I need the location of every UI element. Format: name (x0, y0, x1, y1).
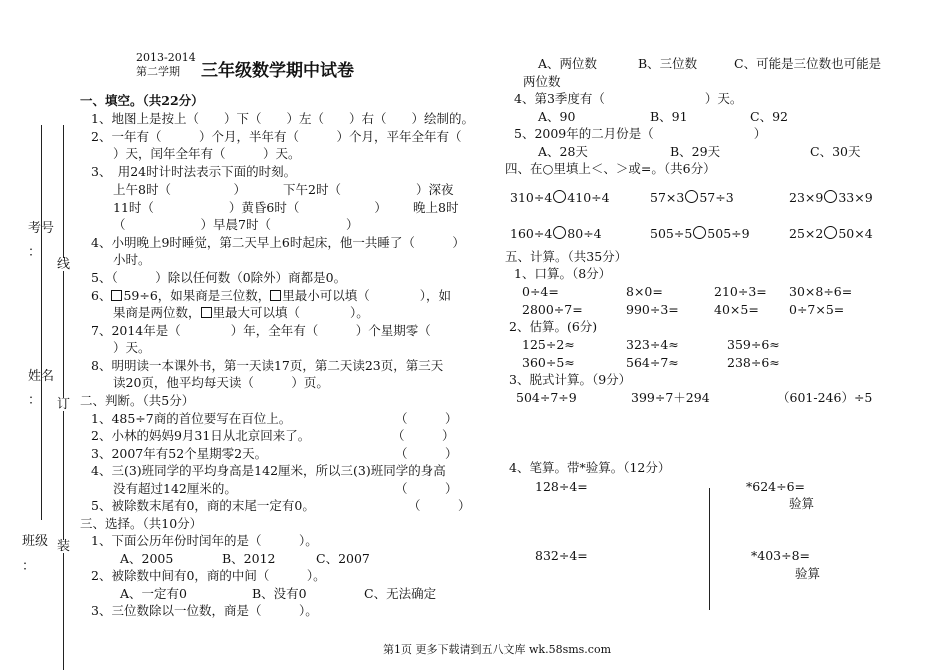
judge-q1: 1、485÷7商的首位要写在百位上。 (91, 411, 292, 426)
fill-q1: 1、地图上是按上（ ）下（ ）左（ ）右（ ）绘制的。 (91, 111, 474, 126)
page-footer: 第1页 更多下载请到五八文库 wk.58sms.com (383, 643, 611, 656)
vertical-calc-item: *403÷8= (751, 548, 811, 563)
choice-q2-c: C、无法确定 (364, 586, 437, 601)
judge-q4-cont: 没有超过142厘米的。 (113, 481, 237, 496)
choice-q5: 5、2009年的二月份是（ ） (514, 126, 767, 141)
oral-item: 990÷3= (626, 302, 679, 317)
fill-q7: 7、2014年是（ ）年，全年有（ ）个星期零（ (91, 323, 431, 338)
compare-item: 160÷4 80÷4 (510, 226, 602, 241)
compare-item: 505÷5 505÷9 (650, 226, 750, 241)
compare-item: 23×9 33×9 (789, 190, 873, 205)
choice-q2-a: A、一定有0 (120, 586, 187, 601)
check-label: 验算 (789, 496, 815, 511)
section-1-title: 一、填空。（共22分） (80, 93, 204, 108)
name-label: 姓名 (28, 369, 55, 384)
oral-item: 2800÷7= (522, 302, 583, 317)
judge-q4-paren: （ ） (395, 481, 458, 496)
zhuang-char: 装 (57, 539, 71, 554)
fill-q4-cont: 小时。 (113, 252, 151, 267)
fill-q2: 2、一年有（ ）个月，半年有（ ）个月，平年全年有（ (91, 129, 462, 144)
choice-q4: 4、第3季度有（ ）天。 (514, 91, 743, 106)
estimate-item: 323÷4≈ (626, 337, 679, 352)
fill-q8-cont: 读20页，他平均每天读（ ）页。 (113, 375, 329, 390)
choice-q1-b: B、2012 (222, 551, 276, 566)
binding-line-left (41, 125, 42, 520)
section-4-title: 四、在○里填上＜、＞或=。（共6分） (505, 161, 716, 176)
judge-q2: 2、小林的妈妈9月31日从北京回来了。 (91, 428, 311, 443)
compare-circle (824, 190, 837, 203)
vertical-calc-item: 128÷4= (535, 479, 588, 494)
judge-q4: 4、三(3)班同学的平均身高是142厘米，所以三(3)班同学的身高 (91, 463, 446, 478)
choice-q4-a: A、90 (538, 109, 576, 124)
step-calc-item: 399÷7＋294 (631, 390, 710, 405)
oral-item: 30×8÷6= (789, 284, 853, 299)
oral-item: 8×0= (626, 284, 663, 299)
vertical-calc-title: 4、笔算。带*验算。（12分） (509, 460, 671, 475)
choice-q1-a: A、2005 (120, 551, 174, 566)
exam-no-label: 考号 (28, 221, 55, 236)
fill-q3-e: （ ）早晨7时（ ） (113, 217, 359, 232)
ding-char: 订 (57, 397, 71, 412)
compare-circle (553, 190, 566, 203)
vertical-divider (709, 488, 710, 610)
judge-q5-paren: （ ） (408, 498, 471, 513)
judge-q1-paren: （ ） (395, 411, 458, 426)
compare-circle (553, 226, 566, 239)
estimate-item: 564÷7≈ (626, 355, 679, 370)
choice-q4-b: B、91 (650, 109, 688, 124)
oral-item: 0÷4= (522, 284, 559, 299)
choice-q3-a: A、两位数 (538, 56, 598, 71)
step-calc-title: 3、脱式计算。（9分） (509, 372, 632, 387)
check-label: 验算 (795, 566, 821, 581)
fill-q2-cont: ）天，闰年全年有（ ）天。 (113, 146, 301, 161)
judge-q2-paren: （ ） (392, 428, 455, 443)
compare-item: 310÷4 410÷4 (510, 190, 610, 205)
judge-q5: 5、被除数末尾有0，商的末尾一定有0。 (91, 498, 315, 513)
step-calc-item: 504÷7÷9 (516, 390, 577, 405)
fill-q4: 4、小明晚上9时睡觉，第二天早上6时起床，他一共睡了（ ） (91, 235, 465, 250)
choice-q1-c: C、2007 (316, 551, 370, 566)
fill-q3-c: 11时（ ）黄昏6时（ ） (113, 200, 387, 215)
fill-q3-b: 下午2时（ ）深夜 (283, 182, 454, 197)
compare-circle (824, 226, 837, 239)
fill-q5: 5、（ ）除以任何数（0除外）商都是0。 (91, 270, 347, 285)
choice-q3-c: C、可能是三位数也可能是 (734, 56, 882, 71)
oral-item: 0÷7×5= (789, 302, 845, 317)
choice-q5-b: B、29天 (670, 144, 721, 159)
fill-q3: 3、 用24时计时法表示下面的时刻。 (91, 164, 297, 179)
page-title: 三年级数学期中试卷 (201, 61, 354, 81)
section-5-title: 五、计算。（共35分） (505, 249, 628, 264)
fill-q6-cont: 果商是两位数， 里最大可以填（ ）。 (113, 305, 369, 320)
compare-item: 57×3 57÷3 (650, 190, 734, 205)
choice-q3: 3、三位数除以一位数，商是（ ）。 (91, 603, 318, 618)
estimate-item: 360÷5≈ (522, 355, 575, 370)
judge-q3: 3、2007年有52个星期零2天。 (91, 446, 268, 461)
fill-q3-d: 晚上8时 (413, 200, 459, 215)
fill-q3-a: 上午8时（ ） (113, 182, 246, 197)
compare-item: 25×2 50×4 (789, 226, 873, 241)
step-calc-item: （601-246）÷5 (777, 390, 873, 405)
blank-box (201, 307, 212, 318)
choice-q2-b: B、没有0 (252, 586, 307, 601)
fill-q7-cont: ）天。 (113, 340, 151, 355)
estimate-title: 2、估算。(6分) (509, 319, 598, 334)
class-label: 班级 (22, 534, 49, 549)
choice-q3-b: B、三位数 (638, 56, 698, 71)
choice-q3-c-cont: 两位数 (523, 74, 561, 89)
school-year: 2013-2014 (136, 51, 196, 64)
choice-q5-c: C、30天 (810, 144, 861, 159)
estimate-item: 359÷6≈ (727, 337, 780, 352)
choice-q5-a: A、28天 (538, 144, 588, 159)
vertical-calc-item: *624÷6= (746, 479, 806, 494)
section-2-title: 二、判断。（共5分） (80, 393, 195, 408)
judge-q3-paren: （ ） (395, 446, 458, 461)
fill-q8: 8、明明读一本课外书，第一天读17页，第二天读23页，第三天 (91, 358, 444, 373)
oral-item: 40×5= (714, 302, 759, 317)
choice-q4-c: C、92 (750, 109, 788, 124)
section-3-title: 三、选择。（共10分） (80, 516, 203, 531)
blank-box (270, 290, 281, 301)
estimate-item: 238÷6≈ (727, 355, 780, 370)
choice-q1: 1、下面公历年份时闰年的是（ ）。 (91, 533, 318, 548)
vertical-calc-item: 832÷4= (535, 548, 588, 563)
line-char: 线 (57, 257, 71, 272)
compare-circle (693, 226, 706, 239)
fill-q6: 6、 59÷6，如果商是三位数， 里最小可以填（ ），如 (91, 288, 452, 303)
choice-q2: 2、被除数中间有0，商的中间（ ）。 (91, 568, 326, 583)
oral-title: 1、口算。（8分） (514, 266, 612, 281)
semester: 第二学期 (136, 65, 180, 78)
compare-circle (685, 190, 698, 203)
blank-box (111, 290, 122, 301)
estimate-item: 125÷2≈ (522, 337, 575, 352)
oral-item: 210÷3= (714, 284, 767, 299)
